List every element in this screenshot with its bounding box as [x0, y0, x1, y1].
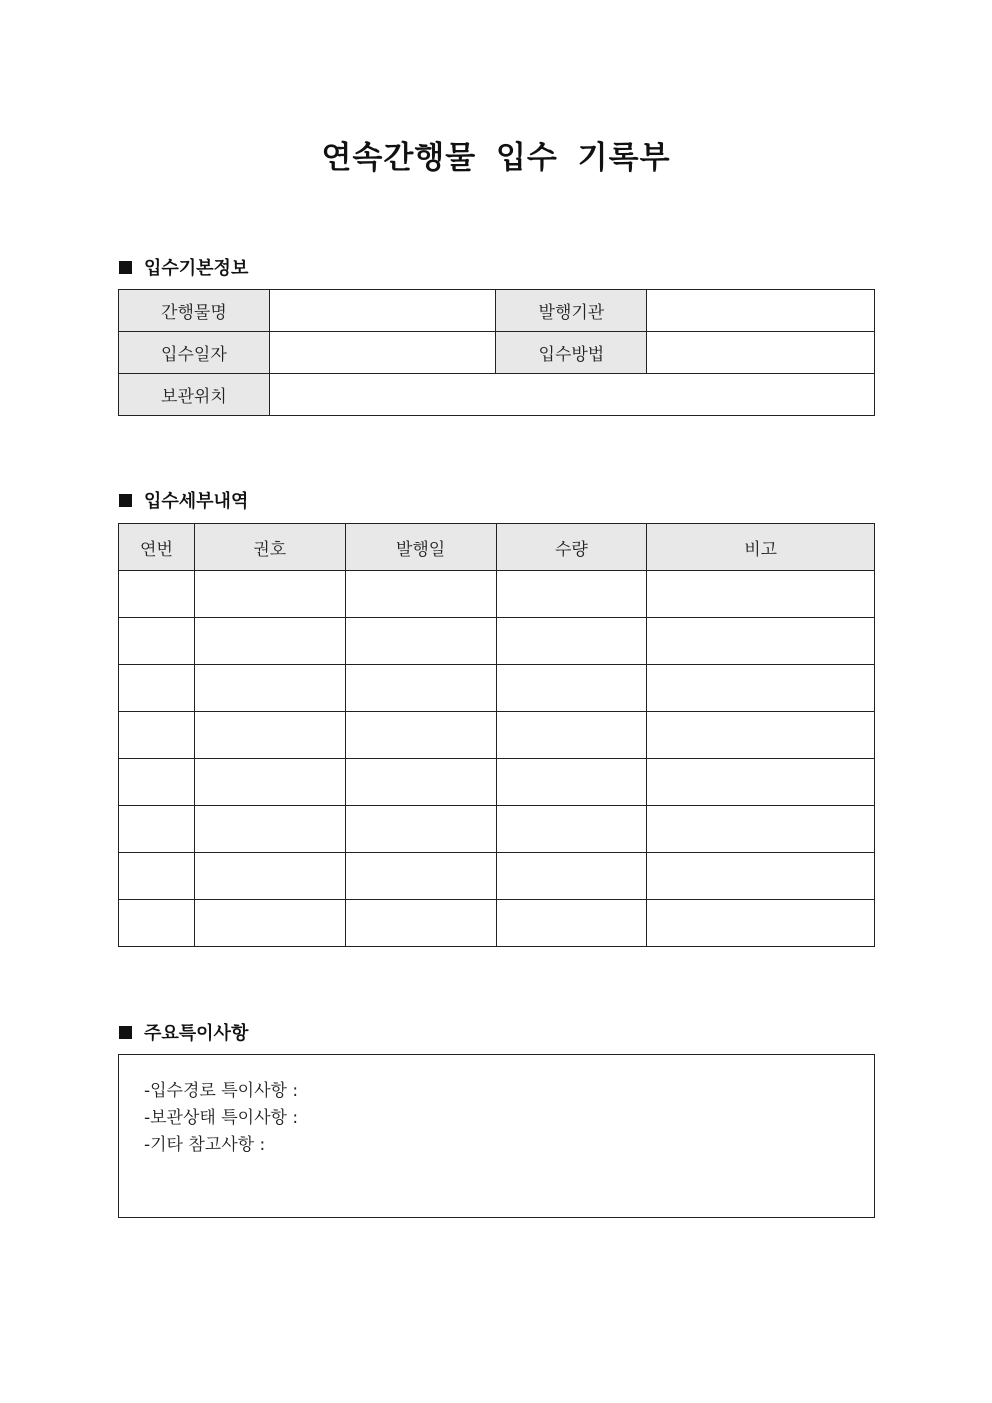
cell-serial[interactable]	[119, 712, 195, 759]
cell-volume[interactable]	[194, 571, 345, 618]
cell-issue-date[interactable]	[345, 853, 496, 900]
cell-serial[interactable]	[119, 759, 195, 806]
section-heading-notes-label: 주요특이사항	[144, 1023, 249, 1044]
cell-issue-date[interactable]	[345, 712, 496, 759]
cell-quantity[interactable]	[496, 853, 647, 900]
cell-serial[interactable]	[119, 618, 195, 665]
location-field[interactable]	[269, 374, 874, 416]
cell-remarks[interactable]	[647, 618, 875, 665]
cell-serial[interactable]	[119, 665, 195, 712]
detail-table	[118, 523, 875, 947]
section-heading-detail	[119, 487, 248, 513]
cell-issue-date[interactable]	[345, 806, 496, 853]
column-header-remarks: 비고	[647, 524, 875, 571]
table-row	[119, 712, 875, 759]
notes-box[interactable]	[118, 1054, 875, 1218]
section-heading-basic	[119, 254, 248, 280]
method-field[interactable]	[647, 332, 875, 374]
cell-remarks[interactable]	[647, 665, 875, 712]
table-row	[119, 571, 875, 618]
cell-quantity[interactable]	[496, 759, 647, 806]
cell-serial[interactable]	[119, 806, 195, 853]
page-title: 연속간행물 입수 기록부	[321, 140, 671, 176]
cell-issue-date[interactable]	[345, 618, 496, 665]
column-header-quantity: 수량	[496, 524, 647, 571]
section-heading-detail-label: 입수세부내역	[144, 491, 249, 512]
cell-volume[interactable]	[194, 853, 345, 900]
publisher-label: 발행기관	[496, 290, 647, 332]
cell-issue-date[interactable]	[345, 571, 496, 618]
cell-remarks[interactable]	[647, 853, 875, 900]
cell-remarks[interactable]	[647, 806, 875, 853]
basic-info-table	[118, 289, 875, 416]
cell-quantity[interactable]	[496, 712, 647, 759]
table-row	[119, 900, 875, 947]
date-label: 입수일자	[119, 332, 270, 374]
cell-quantity[interactable]	[496, 900, 647, 947]
note-line-other: -기타 참고사항 :	[144, 1135, 266, 1155]
cell-volume[interactable]	[194, 712, 345, 759]
cell-quantity[interactable]	[496, 618, 647, 665]
table-row	[119, 332, 875, 374]
cell-volume[interactable]	[194, 806, 345, 853]
square-bullet-icon	[119, 494, 132, 507]
table-row	[119, 665, 875, 712]
cell-serial[interactable]	[119, 571, 195, 618]
square-bullet-icon	[119, 1026, 132, 1039]
cell-quantity[interactable]	[496, 806, 647, 853]
table-row	[119, 759, 875, 806]
table-row	[119, 290, 875, 332]
publisher-field[interactable]	[647, 290, 875, 332]
location-label: 보관위치	[119, 374, 270, 416]
table-row	[119, 806, 875, 853]
title-field[interactable]	[269, 290, 496, 332]
cell-volume[interactable]	[194, 759, 345, 806]
column-header-issue-date: 발행일	[345, 524, 496, 571]
section-heading-basic-label: 입수기본정보	[144, 258, 249, 279]
method-label: 입수방법	[496, 332, 647, 374]
table-row	[119, 374, 875, 416]
table-row	[119, 853, 875, 900]
column-header-serial: 연번	[119, 524, 195, 571]
square-bullet-icon	[119, 261, 132, 274]
table-header-row	[119, 524, 875, 571]
cell-serial[interactable]	[119, 853, 195, 900]
cell-volume[interactable]	[194, 665, 345, 712]
note-line-acquisition: -입수경로 특이사항 :	[144, 1081, 299, 1101]
cell-quantity[interactable]	[496, 665, 647, 712]
cell-volume[interactable]	[194, 900, 345, 947]
cell-issue-date[interactable]	[345, 665, 496, 712]
cell-serial[interactable]	[119, 900, 195, 947]
cell-volume[interactable]	[194, 618, 345, 665]
cell-remarks[interactable]	[647, 712, 875, 759]
cell-quantity[interactable]	[496, 571, 647, 618]
cell-remarks[interactable]	[647, 571, 875, 618]
title-label: 간행물명	[119, 290, 270, 332]
table-row	[119, 618, 875, 665]
note-line-storage: -보관상태 특이사항 :	[144, 1108, 299, 1128]
cell-remarks[interactable]	[647, 900, 875, 947]
cell-remarks[interactable]	[647, 759, 875, 806]
section-heading-notes	[119, 1019, 248, 1045]
date-field[interactable]	[269, 332, 496, 374]
cell-issue-date[interactable]	[345, 759, 496, 806]
column-header-volume: 권호	[194, 524, 345, 571]
cell-issue-date[interactable]	[345, 900, 496, 947]
